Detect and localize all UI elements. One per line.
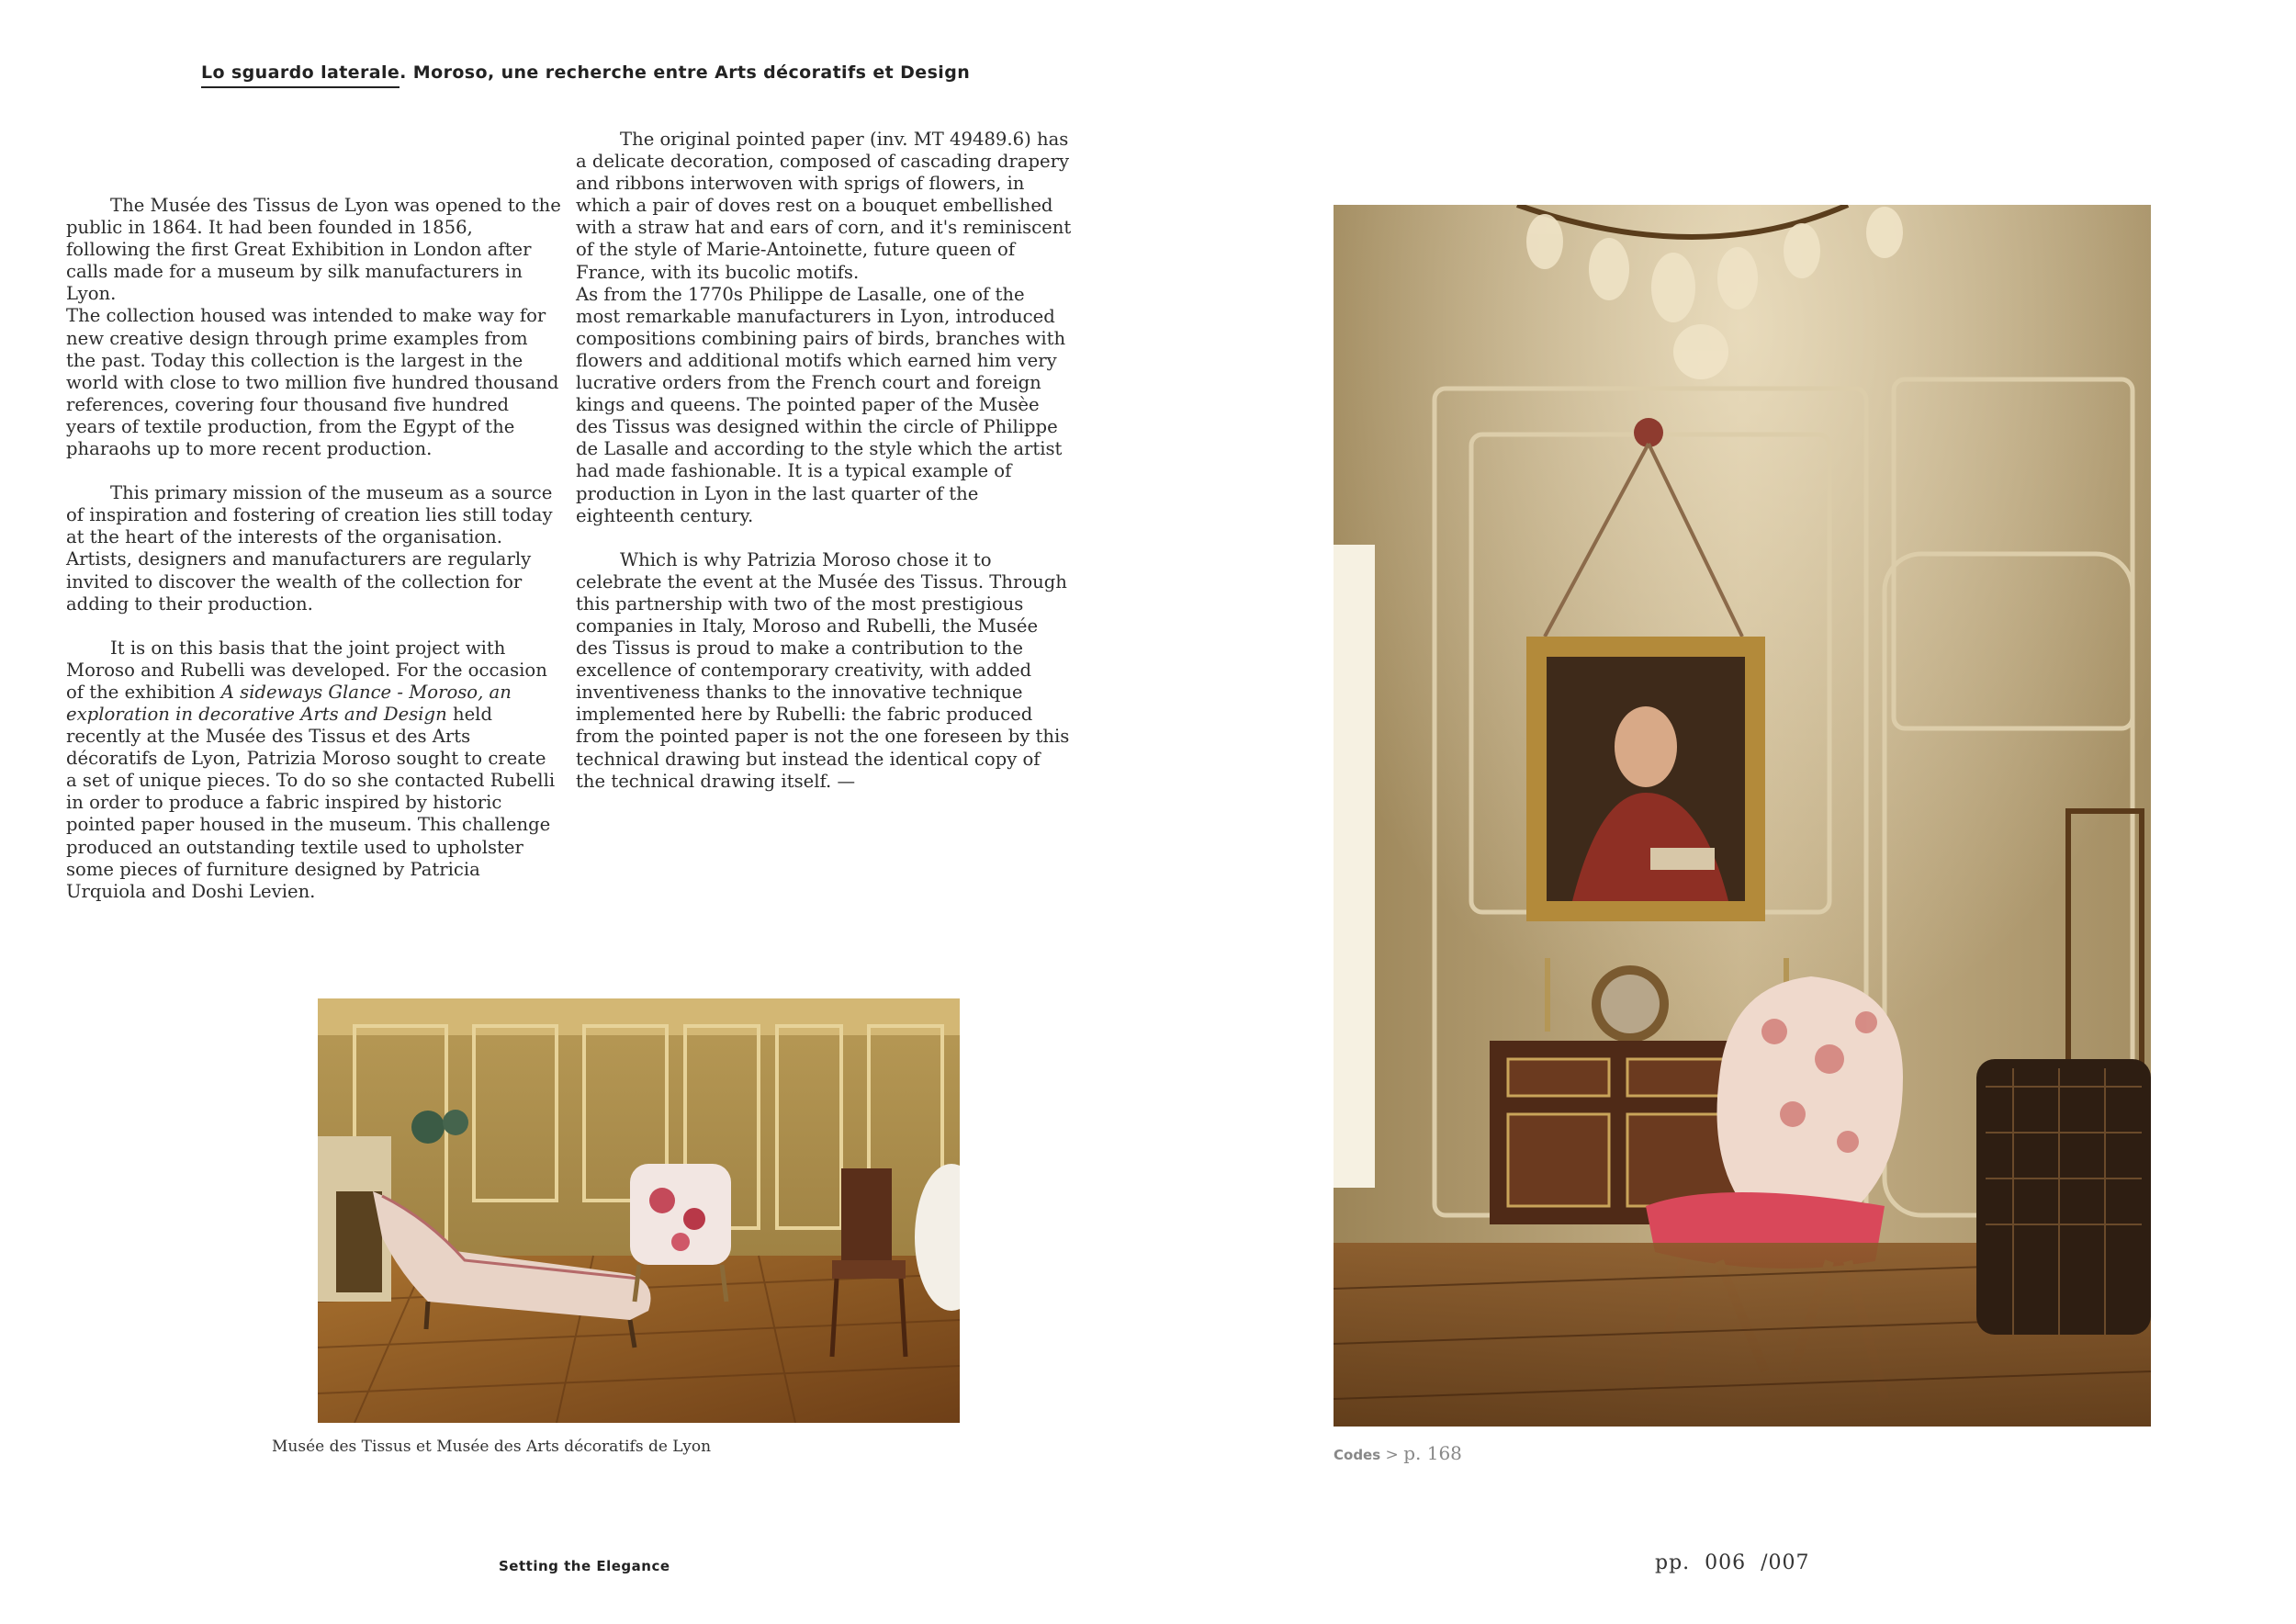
paragraph-text: held recently at the Musée des Tissus et des Arts décoratifs de Lyon, Patrizia Moroso sought to create a set of unique pieces. To do so she contacted Rubelli in order to produce a fabric inspired by historic pointed paper housed in the museum. This challenge produced an outstanding textile used to upholster some pieces of furniture designed by Patricia Urquiola and Doshi Levien. (66, 703, 556, 902)
paragraph: Which is why Patrizia Moroso chose it to celebrate the event at the Musée des Tissus. Through this partnership with two of the most prestigious companies in Italy, Moroso and Rubelli, the Musée des Tissus is proud to make a contribution to the excellence of contemporary creativity, with added inventiveness thanks to the innovative technique implemented here by Rubelli: the fabric produced from the pointed paper is not the one foreseen by this technical drawing but instead the identical copy of the technical drawing itself. — (576, 548, 1070, 792)
running-header (201, 62, 970, 83)
header-subtitle: . Moroso, une recherche entre Arts décoratifs et Design (400, 62, 971, 83)
header-section-title[interactable]: Lo sguardo laterale (201, 62, 400, 88)
text-column-left (66, 195, 562, 925)
page-numbers: pp. 006 /007 (1655, 1551, 1810, 1574)
codes-label: Codes (1334, 1447, 1381, 1463)
paragraph (66, 195, 562, 460)
paragraph-text: The collection housed was intended to make way for new creative design through prime examples from the past. Today this collection is the largest in the world with close to two million five hundred thousand references, covering four thousand five hundred years of textile production, from the Egypt of the pharaohs up to more recent production. (66, 305, 559, 460)
paragraph-text: As from the 1770s Philippe de Lasalle, one of the most remarkable manufacturers in Lyon, introduced compositions combining pairs of birds, branches with flowers and additional motifs which earned him very lucrative orders from the French court and foreign kings and queens. The pointed paper of the Musèe des Tissus was designed within the circle of Philippe de Lasalle and according to the style which the artist had made fashionable. It is a typical example of production in Lyon in the last quarter of the eighteenth century. (576, 283, 1066, 526)
salon-portrait-photo (1334, 205, 2151, 1427)
exhibition-title: A sideways Glance - Moroso, an exploration in decorative Arts and Design (66, 681, 512, 725)
large-photo-caption (1334, 1442, 1462, 1464)
text-column-right (576, 129, 1072, 815)
paragraph-text: The original pointed paper (inv. MT 49489.6) has a delicate decoration, composed of cascading drapery and ribbons interwoven with sprigs of flowers, in which a pair of doves rest on a bouquet embellished with a straw hat and ears of corn, and it's reminiscent of the style of Marie-Antoinette, future queen of France, with its bucolic motifs. (576, 129, 1072, 283)
small-photo-caption: Musée des Tissus et Musée des Arts décoratifs de Lyon (272, 1438, 712, 1456)
footer-section-title: Setting the Elegance (499, 1558, 670, 1574)
page-reference-link[interactable]: p. 168 (1403, 1442, 1462, 1464)
museum-room-photo (318, 998, 960, 1423)
salon-image (1334, 205, 2151, 1427)
arrow-separator: > (1380, 1446, 1404, 1464)
paragraph (576, 129, 1072, 527)
paragraph: This primary mission of the museum as a source of inspiration and fostering of creation lies still today at the heart of the interests of the organisation. Artists, designers and manufacturers are regularly invited to discover the wealth of the collection for adding to their production. (66, 482, 553, 615)
museum-room-image (318, 998, 960, 1423)
paragraph (66, 637, 562, 903)
paragraph-text: The Musée des Tissus de Lyon was opened to the public in 1864. It had been founded in 1856, following the first Great Exhibition in London after calls made for a museum by silk manufacturers in Lyon. (66, 195, 561, 305)
paragraph-text: It is on this basis that the joint project with Moroso and Rubelli was developed. For the occasion of the exhibition (66, 637, 547, 703)
